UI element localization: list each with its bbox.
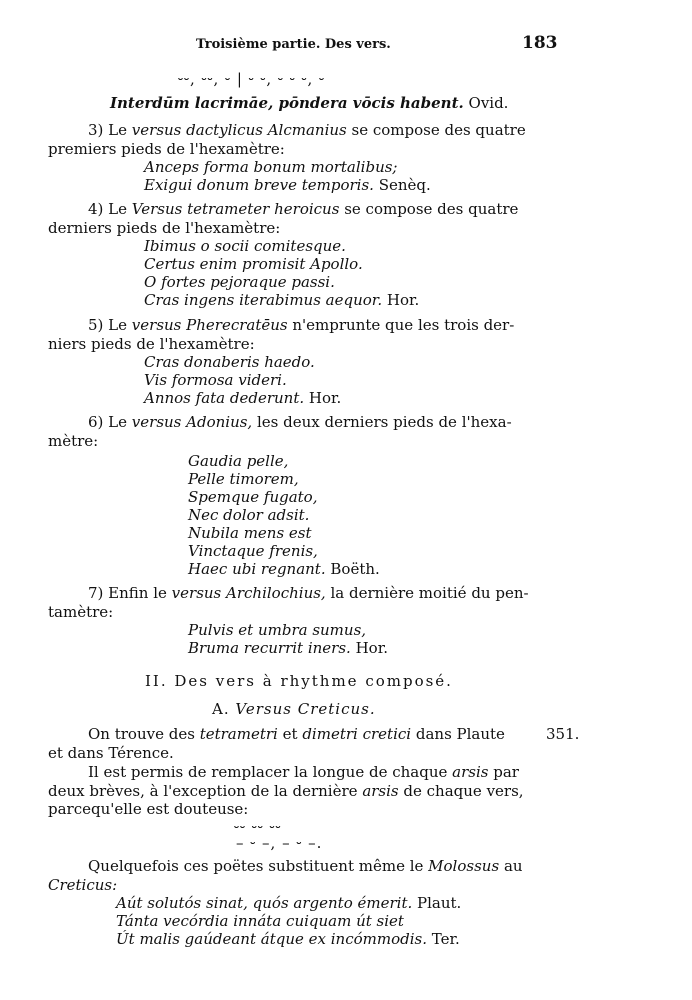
- author: Hor.: [355, 639, 388, 657]
- verse-line: Ibimus o socii comitesque.: [144, 237, 346, 255]
- margin-reference: 351.: [546, 725, 580, 743]
- paragraph-line: [88, 584, 529, 602]
- author: Senèq.: [378, 176, 431, 194]
- author: Hor.: [386, 291, 420, 309]
- item-number: 6) Le: [88, 413, 128, 431]
- term: Molossus: [428, 857, 500, 875]
- verse-line: Anceps forma bonum mortalibus;: [144, 158, 398, 176]
- paragraph-line: tamètre:: [48, 603, 114, 621]
- term: versus dactylicus Alcmanius: [131, 121, 347, 139]
- subsection-heading: [212, 700, 376, 718]
- verse-line: Vis formosa videri.: [144, 371, 287, 389]
- term: arsis: [452, 763, 489, 781]
- verse-line: Tánta vecórdia innáta cuiquam út siet: [116, 912, 404, 930]
- term: dimetri cretici: [302, 725, 412, 743]
- text: la dernière moitié du pen-: [330, 584, 529, 602]
- verse-text: Bruma recurrit iners.: [188, 639, 351, 657]
- text: se compose des quatre: [344, 200, 519, 218]
- verse-line: [144, 291, 419, 309]
- text: dans Plaute: [415, 725, 505, 743]
- text: les deux derniers pieds de l'hexa-: [256, 413, 512, 431]
- running-header: Troisième partie. Des vers.: [196, 37, 391, 52]
- verse-line: Pelle timorem,: [188, 470, 299, 488]
- verse-line: Nec dolor adsit.: [188, 506, 310, 524]
- item-number: 4) Le: [88, 200, 128, 218]
- verse-line: Spemque fugato,: [188, 488, 318, 506]
- author: Ovid.: [468, 94, 509, 112]
- scansion-marks: ⏑⏑, ⏑⏑, ⏑ | ⏑ ⏑, ⏑ ⏑ ⏑, ⏑: [178, 70, 325, 88]
- verse-line: Nubila mens est: [188, 524, 312, 542]
- paragraph-line: Creticus:: [48, 876, 118, 894]
- text: au: [503, 857, 523, 875]
- paragraph-line: niers pieds de l'hexamètre:: [48, 335, 255, 353]
- paragraph-line: [48, 782, 524, 800]
- term: versus Adonius,: [131, 413, 253, 431]
- verse-line: [116, 894, 461, 912]
- verse-text: Cras ingens iterabimus aequor.: [144, 291, 383, 309]
- paragraph-line: [88, 200, 518, 218]
- verse-line: [116, 930, 460, 948]
- page-number: 183: [522, 33, 558, 53]
- verse-line: Certus enim promisit Apollo.: [144, 255, 363, 273]
- term: versus Pherecratēus: [131, 316, 288, 334]
- verse-line: [144, 176, 431, 194]
- verse-line: [188, 560, 380, 578]
- paragraph-line: mètre:: [48, 432, 99, 450]
- term: versus Archilochius,: [171, 584, 326, 602]
- verse-text: Haec ubi regnant.: [188, 560, 326, 578]
- section-heading: II. Des vers à rhythme composé.: [145, 672, 453, 690]
- text: deux brèves, à l'exception de la dernière: [48, 782, 358, 800]
- term: Versus Creticus.: [235, 700, 376, 718]
- text: se compose des quatre: [351, 121, 526, 139]
- verse-line: Cras donaberis haedo.: [144, 353, 315, 371]
- verse-line: Gaudia pelle,: [188, 452, 289, 470]
- item-number: 7) Enfin le: [88, 584, 167, 602]
- subsection-letter: A.: [212, 700, 230, 718]
- verse-line: Vinctaque frenis,: [188, 542, 318, 560]
- verse-line: Pulvis et umbra sumus,: [188, 621, 367, 639]
- paragraph-line: [88, 725, 505, 743]
- author: Hor.: [308, 389, 342, 407]
- scansion-marks: ⏑⏑ ⏑⏑ ⏑⏑: [234, 818, 282, 836]
- term: arsis: [362, 782, 399, 800]
- text: On trouve des: [88, 725, 195, 743]
- paragraph-line: [88, 413, 512, 431]
- term: Versus tetrameter heroicus: [131, 200, 340, 218]
- item-number: 3) Le: [88, 121, 128, 139]
- verse-text: Interdūm lacrimāe, pōndera vōcis habent.: [110, 94, 464, 112]
- verse-text: Aút solutós sinat, quós argento émerit.: [116, 894, 413, 912]
- item-number: 5) Le: [88, 316, 128, 334]
- verse-line: [110, 94, 508, 112]
- text: n'emprunte que les trois der-: [292, 316, 515, 334]
- paragraph-line: parcequ'elle est douteuse:: [48, 800, 249, 818]
- verse-line: O fortes pejoraque passi.: [144, 273, 335, 291]
- paragraph-line: [88, 763, 519, 781]
- author: Boëth.: [330, 560, 380, 578]
- paragraph-line: [88, 316, 514, 334]
- term: tetrametri: [199, 725, 278, 743]
- verse-line: [144, 389, 341, 407]
- text: et: [282, 725, 298, 743]
- text: de chaque vers,: [403, 782, 524, 800]
- verse-text: Exigui donum breve temporis.: [144, 176, 374, 194]
- author: Ter.: [431, 930, 460, 948]
- text: par: [493, 763, 519, 781]
- verse-line: [188, 639, 388, 657]
- author: Plaut.: [417, 894, 462, 912]
- paragraph-line: [88, 857, 523, 875]
- scansion-marks: – ⏑ –, – ⏑ –.: [236, 834, 323, 852]
- text: Quelquefois ces poëtes substituent même le: [88, 857, 424, 875]
- paragraph-line: et dans Térence.: [48, 744, 174, 762]
- paragraph-line: derniers pieds de l'hexamètre:: [48, 219, 281, 237]
- paragraph-line: premiers pieds de l'hexamètre:: [48, 140, 285, 158]
- paragraph-line: [88, 121, 526, 139]
- text: Il est permis de remplacer la longue de chaque: [88, 763, 448, 781]
- verse-text: Annos fata dederunt.: [144, 389, 305, 407]
- verse-text: Út malis gaúdeant átque ex incómmodis.: [116, 930, 427, 948]
